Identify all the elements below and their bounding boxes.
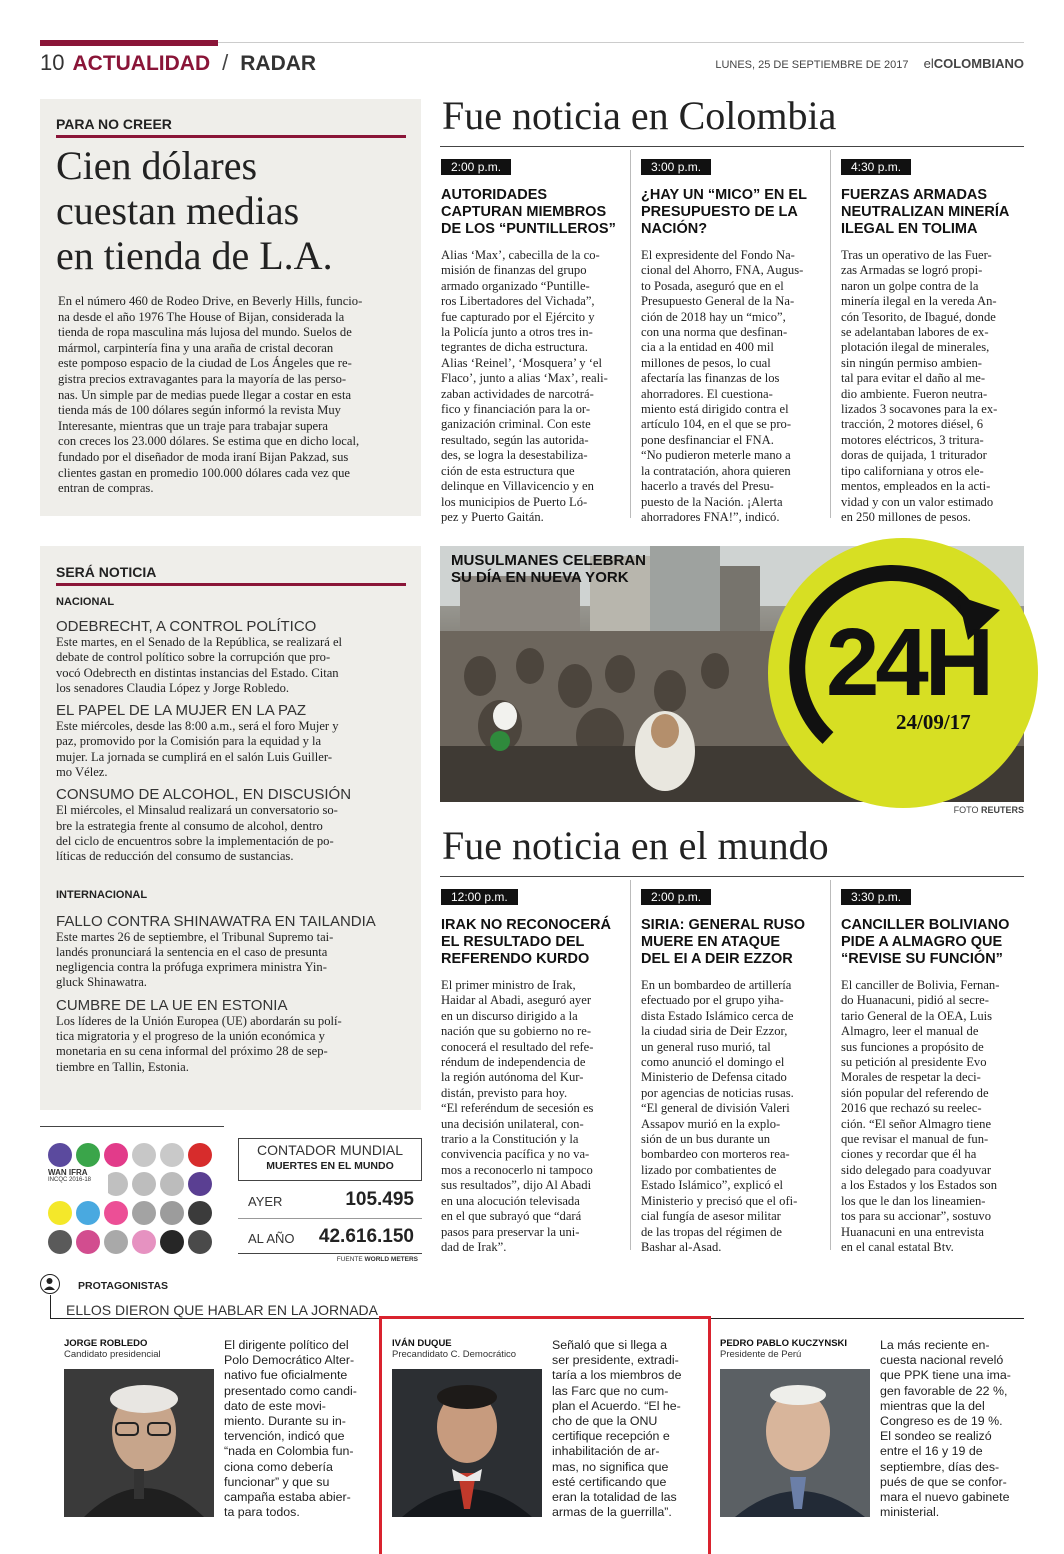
colombia-column — [441, 158, 625, 525]
news-headline: AUTORIDADES CAPTURAN MIEMBROS DE LOS “PUNTILLEROS” — [441, 187, 616, 237]
sera-noticia-box — [40, 546, 421, 1110]
color-swatch — [160, 1201, 184, 1225]
section-color-bar — [40, 40, 218, 46]
color-swatch — [48, 1143, 72, 1167]
protagonista-card — [720, 1338, 1024, 1528]
protagonista-photo — [720, 1369, 870, 1517]
portrait-illustration — [392, 1369, 542, 1517]
para-no-creer-body — [58, 294, 408, 497]
news-time: 3:00 p.m. — [641, 159, 711, 175]
body-line: mármol, carpintería fina y una araña de cristal decoran — [58, 340, 334, 355]
contador-row: AYER 105.495 — [238, 1180, 422, 1218]
subsection-name: RADAR — [240, 52, 317, 75]
sera-noticia-label: SERÁ NOTICIA — [56, 564, 157, 580]
mundo-title: Fue noticia en el mundo — [442, 823, 829, 868]
mundo-column — [441, 888, 625, 1255]
protagonista-role: Presidente de Perú — [720, 1349, 802, 1360]
contador-header: CONTADOR MUNDIAL MUERTES EN EL MUNDO — [238, 1138, 422, 1180]
box-label-rule — [56, 583, 406, 586]
portrait-illustration — [720, 1369, 870, 1517]
body-line: entran de compras. — [58, 481, 154, 496]
24h-badge — [768, 538, 1038, 808]
title-line: cuestan medias — [56, 188, 300, 233]
para-no-creer-title — [56, 143, 416, 278]
color-swatch — [132, 1230, 156, 1254]
body-line: nas. Un simple par de medias puede llegar a costar en esta — [58, 387, 352, 402]
body-line: gistra precios extravagantes para la mayoría de las perso- — [58, 371, 347, 386]
color-control-chart — [40, 1126, 224, 1262]
news-body: Tras un operativo de las Fuer- zas Armadas se logró propi- naron un golpe contra de la minería ilegal en la vereda An- cón Tesorito, de Ibagué, donde se adelantaban labores de ex- plotación ilegal de minerales, sin ningún permiso ambien- tal para evitar el daño al me- dio ambiente. Fueron neutra- lizados 3 socavones para la ex- tracción, 2 motores diésel, 6 motores eléctricos, 3 tritura- doras de quijada, 1 triturador tipo californiana y otros ele- mentos, empleados en la acti- vidad y con un valor estimado en 250 millones de pesos. — [841, 248, 998, 524]
box-label-rule — [56, 135, 406, 138]
portrait-illustration — [64, 1369, 214, 1517]
color-swatch — [48, 1201, 72, 1225]
page-header — [40, 50, 1024, 78]
protagonista-text: El dirigente político del Polo Democrático Alter- nativo fue oficialmente presentado como candi- dato de este movi- miento. Durante su in- tervención, indicó que “nada en Colombia fun- ciona como debería funcionar” y que su campaña estaba abier- ta para todos. — [224, 1338, 357, 1520]
news-headline: FUERZAS ARMADAS NEUTRALIZAN MINERÍA ILEGAL EN TOLIMA — [841, 187, 1010, 237]
news-body: El primer ministro de Irak, Haidar al Abadi, aseguró ayer en un discurso dirigido a la nación que su gobierno no re- conocerá el resultado del refe- réndum de independencia de la región autónoma del Kur- distán, previsto para hoy. “El referéndum de secesión es una decisión unilateral, con- trario a la Constitución y la convivencia pacífica y no va- mos a reconocerlo ni tampoco sus resultados”, dijo Al Abadi en una alocución televisada en el que subrayó que “dará pasos para preservar la uni- dad de Irak”. — [441, 978, 594, 1254]
edition-date: LUNES, 25 DE SEPTIEMBRE DE 2017 — [715, 59, 909, 71]
protagonistas-icon-wrap — [40, 1274, 60, 1294]
section-name: ACTUALIDAD — [72, 52, 211, 75]
news-time: 3:30 p.m. — [841, 889, 911, 905]
news-body: El canciller de Bolivia, Fernan- do Huanacuni, pidió al secre- tario General de la OEA, Luis Almagro, leer el manual de sus funciones a propósito de su petición al presidente Evo Morales de respetar la deci- sión popular del referendo de 2016 que rechazó su reelec- ción. “El señor Almagro tiene que revisar el manual de fun- ciones y recordar que él ha sido delegado para coadyuvar a los Estados y los Estados son los que le dan los lineamien- tos para su accionar”, sostuvo Huanacuni en una entrevista en el canal estatal Btv. — [841, 978, 1000, 1254]
protagonistas-label: PROTAGONISTAS — [78, 1280, 169, 1292]
color-swatch — [48, 1230, 72, 1254]
photo-caption: MUSULMANES CELEBRAN SU DÍA EN NUEVA YORK — [451, 552, 646, 586]
header-date-brand — [715, 56, 1024, 71]
news-time: 2:00 p.m. — [441, 159, 511, 175]
news-headline: ¿HAY UN “MICO” EN EL PRESUPUESTO DE LA NACIÓN? — [641, 187, 807, 237]
protagonista-text: Señaló que si llega a ser presidente, extradi- taría a los miembros de las Farc que no cum- plan el Acuerdo. “El he- cho de que la ONU certifique recepción e inhabilitación de ar- mas, no significa que esté certificando que eran la totalidad de las armas de la guerrilla”. — [552, 1338, 682, 1520]
sn-item: CUMBRE DE LA UE EN ESTONIA Los líderes de la Unión Europea (UE) abordarán su polí- tica migratoria y el progreso de la unión económica y monetaria en su cena informal del próximo 28 de sep- tiembre en Tallin, Estonia. — [56, 996, 342, 1074]
sn-item: CONSUMO DE ALCOHOL, EN DISCUSIÓN El miércoles, el Minsalud realizará un conversatorio so- bre la estrategia frente al consumo de alcohol, dentro del ciclo de encuentros sobre la implementación de po- líticas de reducción del consumo de sustancias. — [56, 786, 352, 864]
internacional-label: INTERNACIONAL — [56, 888, 148, 901]
body-line: este pomposo espacio de la ciudad de Los Ángeles que re- — [58, 356, 352, 371]
body-line: clientes gastan en promedio 100.000 dólares cada vez que — [58, 465, 350, 480]
header-rule — [218, 42, 1024, 43]
news-body: Alias ‘Max’, cabecilla de la co- misión de finanzas del grupo armado organizado “Puntille- ros Libertadores del Vichada”, fue capturado por el Ejército y la Policía junto a otros tres in- tegrantes de dicha estructura. Alias ‘Reinel’, ‘Mosquera’ y ‘el Flaco’, junto a alias ‘Max’, reali- zaban actividades de narcotrá- fico y financiación para la or- ganización criminal. Con este resultado, según las autorida- des, se logra la desestabiliza- ción de esta estructura que delinque en Villavicencio y en los municipios de Puerto Ló- pez y Puerto Gaitán. — [441, 248, 608, 524]
news-headline: IRAK NO RECONOCERÁ EL RESULTADO DEL REFERENDO KURDO — [441, 917, 611, 967]
wan-ifra-logo: WAN IFRA INCQC 2016-18 — [48, 1168, 108, 1194]
title-line: Cien dólares — [56, 143, 258, 188]
color-swatch — [188, 1230, 212, 1254]
body-line: con creces los 23.000 dólares. Se estima que en dicho local, — [58, 434, 360, 449]
protagonista-role: Precandidato C. Democrático — [392, 1349, 517, 1360]
protagonista-name: JORGE ROBLEDO — [64, 1338, 148, 1349]
column-divider — [830, 880, 831, 1250]
protagonista-name: IVÁN DUQUE — [392, 1338, 452, 1349]
column-divider — [630, 880, 631, 1250]
protagonista-card — [392, 1338, 702, 1528]
colombia-column — [641, 158, 825, 525]
news-body: El expresidente del Fondo Na- cional del Ahorro, FNA, Augus- to Posada, aseguró que en el Presupuesto General de la Na- ción de 2018 hay un “mico”, con una norma que desfinan- cia a la entidad en 400 mil millones de pesos, lo cual afectaría las finanzas de los ahorradores. El cuestiona- miento está dirigido contra el artículo 104, en el que se pro- pone desfinanciar el FNA. “No pudieron meterle mano a la contratación, ahora quieren hacerlo a través del Presu- puesto de la Nación. ¡Alerta ahorradores FNA!”, indicó. — [641, 248, 804, 524]
protagonista-text: La más reciente en- cuesta nacional reveló que PPK tiene una ima- gen favorable de 22 %, mientras que la del Congreso es de 19 %. El sondeo se realizó entre el 16 y 19 de septiembre, días des- pués de que se confor- mara el nuevo gabinete ministerial. — [880, 1338, 1011, 1520]
protagonista-photo — [64, 1369, 214, 1517]
nacional-label: NACIONAL — [56, 596, 115, 608]
color-swatch — [188, 1172, 212, 1196]
body-line: En el número 460 de Rodeo Drive, en Beverly Hills, funcio- — [58, 294, 363, 308]
sn-item: EL PAPEL DE LA MUJER EN LA PAZ Este miércoles, desde las 8:00 a.m., será el foro Mujer y paz, promovido por la Comisión para la equidad y la mujer. La jornada se cumplirá en el salón Luis Guiller- mo Vélez. — [56, 702, 339, 780]
mundo-column — [641, 888, 825, 1255]
color-swatch — [104, 1230, 128, 1254]
colombia-column — [841, 158, 1025, 525]
color-swatch — [188, 1201, 212, 1225]
mundo-column — [841, 888, 1025, 1255]
column-divider — [830, 150, 831, 518]
news-body: En un bombardeo de artillería efectuado por el grupo yiha- dista Estado Islámico cerca de la ciudad siria de Deir Ezzor, un general ruso murió, tal como anunció el domingo el Ministerio de Defensa citado por agencias de noticias rusas. “El general de división Valeri Assapov murió en la explo- sión de un bus durante un bombardeo con morteros rea- lizado por combatientes de Estado Islámico”, explicó el Ministerio y precisó que el ofi- cial fungía de asesor militar de las tropas del régimen de Bashar al-Asad. — [641, 978, 798, 1254]
sera-noticia-content — [56, 596, 412, 1075]
para-no-creer-label: PARA NO CREER — [56, 116, 172, 132]
sn-item: FALLO CONTRA SHINAWATRA EN TAILANDIA Este martes 26 de septiembre, el Tribunal Supremo tai- landés pronunciará la sentencia en el caso de presunta negligencia contra la prófuga exprimera ministra Yin- gluck Shinawatra. — [56, 912, 376, 990]
protagonista-name: PEDRO PABLO KUCZYNSKI — [720, 1338, 848, 1349]
news-headline: SIRIA: GENERAL RUSO MUERE EN ATAQUE DEL EI A DEIR EZZOR — [641, 917, 806, 967]
page-number: 10 — [40, 50, 65, 75]
contador-mundial — [238, 1138, 422, 1262]
sn-item: ODEBRECHT, A CONTROL POLÍTICO Este martes, en el Senado de la República, se realizará el debate de control político sobre la corrupción que pro- vocó Odebrecth en distintas instancias del Estado. Citan los senadores Claudia López y Jorge Robledo. — [56, 618, 343, 695]
color-swatch — [76, 1201, 100, 1225]
body-line: fundado por el diseñador de moda iraní Bijan Pakzad, sus — [58, 449, 349, 464]
mundo-rule — [440, 876, 1024, 877]
protagonista-role: Candidato presidencial — [64, 1349, 161, 1360]
body-line: tienda de ropa masculina más lujosa del mundo. Suelos de — [58, 325, 352, 340]
color-swatch — [160, 1230, 184, 1254]
person-icon — [41, 1275, 58, 1292]
protagonista-card — [64, 1338, 374, 1528]
column-divider — [630, 150, 631, 518]
color-swatch — [132, 1172, 156, 1196]
title-line: en tienda de L.A. — [56, 233, 333, 278]
protagonista-photo — [392, 1369, 542, 1517]
news-headline: CANCILLER BOLIVIANO PIDE A ALMAGRO QUE “REVISE SU FUNCIÓN” — [841, 917, 1010, 967]
body-line: tienda más de 100 dólares según informó la revista Muy — [58, 403, 341, 418]
news-time: 4:30 p.m. — [841, 159, 911, 175]
color-swatch — [104, 1143, 128, 1167]
body-line: na desde el año 1976 The House of Bijan, considerada la — [58, 309, 345, 324]
color-swatch — [160, 1143, 184, 1167]
color-swatch — [104, 1201, 128, 1225]
header-slash: / — [222, 50, 229, 75]
newspaper-brand: elCOLOMBIANO — [923, 56, 1024, 71]
color-swatch — [188, 1143, 212, 1167]
color-swatch — [76, 1143, 100, 1167]
news-time: 2:00 p.m. — [641, 889, 711, 905]
contador-source: FUENTE WORLD METERS — [336, 1256, 418, 1263]
colombia-title: Fue noticia en Colombia — [442, 93, 837, 138]
24h-label: 24H — [826, 609, 991, 716]
contador-row: AL AÑO 42.616.150 — [238, 1218, 422, 1254]
color-swatch — [132, 1143, 156, 1167]
para-no-creer-box — [40, 99, 421, 516]
colombia-rule — [440, 146, 1024, 147]
color-swatch — [76, 1230, 100, 1254]
protagonistas-vline — [50, 1295, 51, 1319]
news-time: 12:00 p.m. — [441, 889, 518, 905]
photo-credit: FOTO REUTERS — [953, 805, 1024, 815]
color-swatch — [132, 1201, 156, 1225]
color-swatch — [160, 1172, 184, 1196]
24h-date: 24/09/17 — [896, 710, 971, 734]
protagonistas-subtitle: ELLOS DIERON QUE HABLAR EN LA JORNADA — [66, 1302, 382, 1318]
body-line: Interesante, mientras que un traje para trabajar supera — [58, 418, 328, 433]
